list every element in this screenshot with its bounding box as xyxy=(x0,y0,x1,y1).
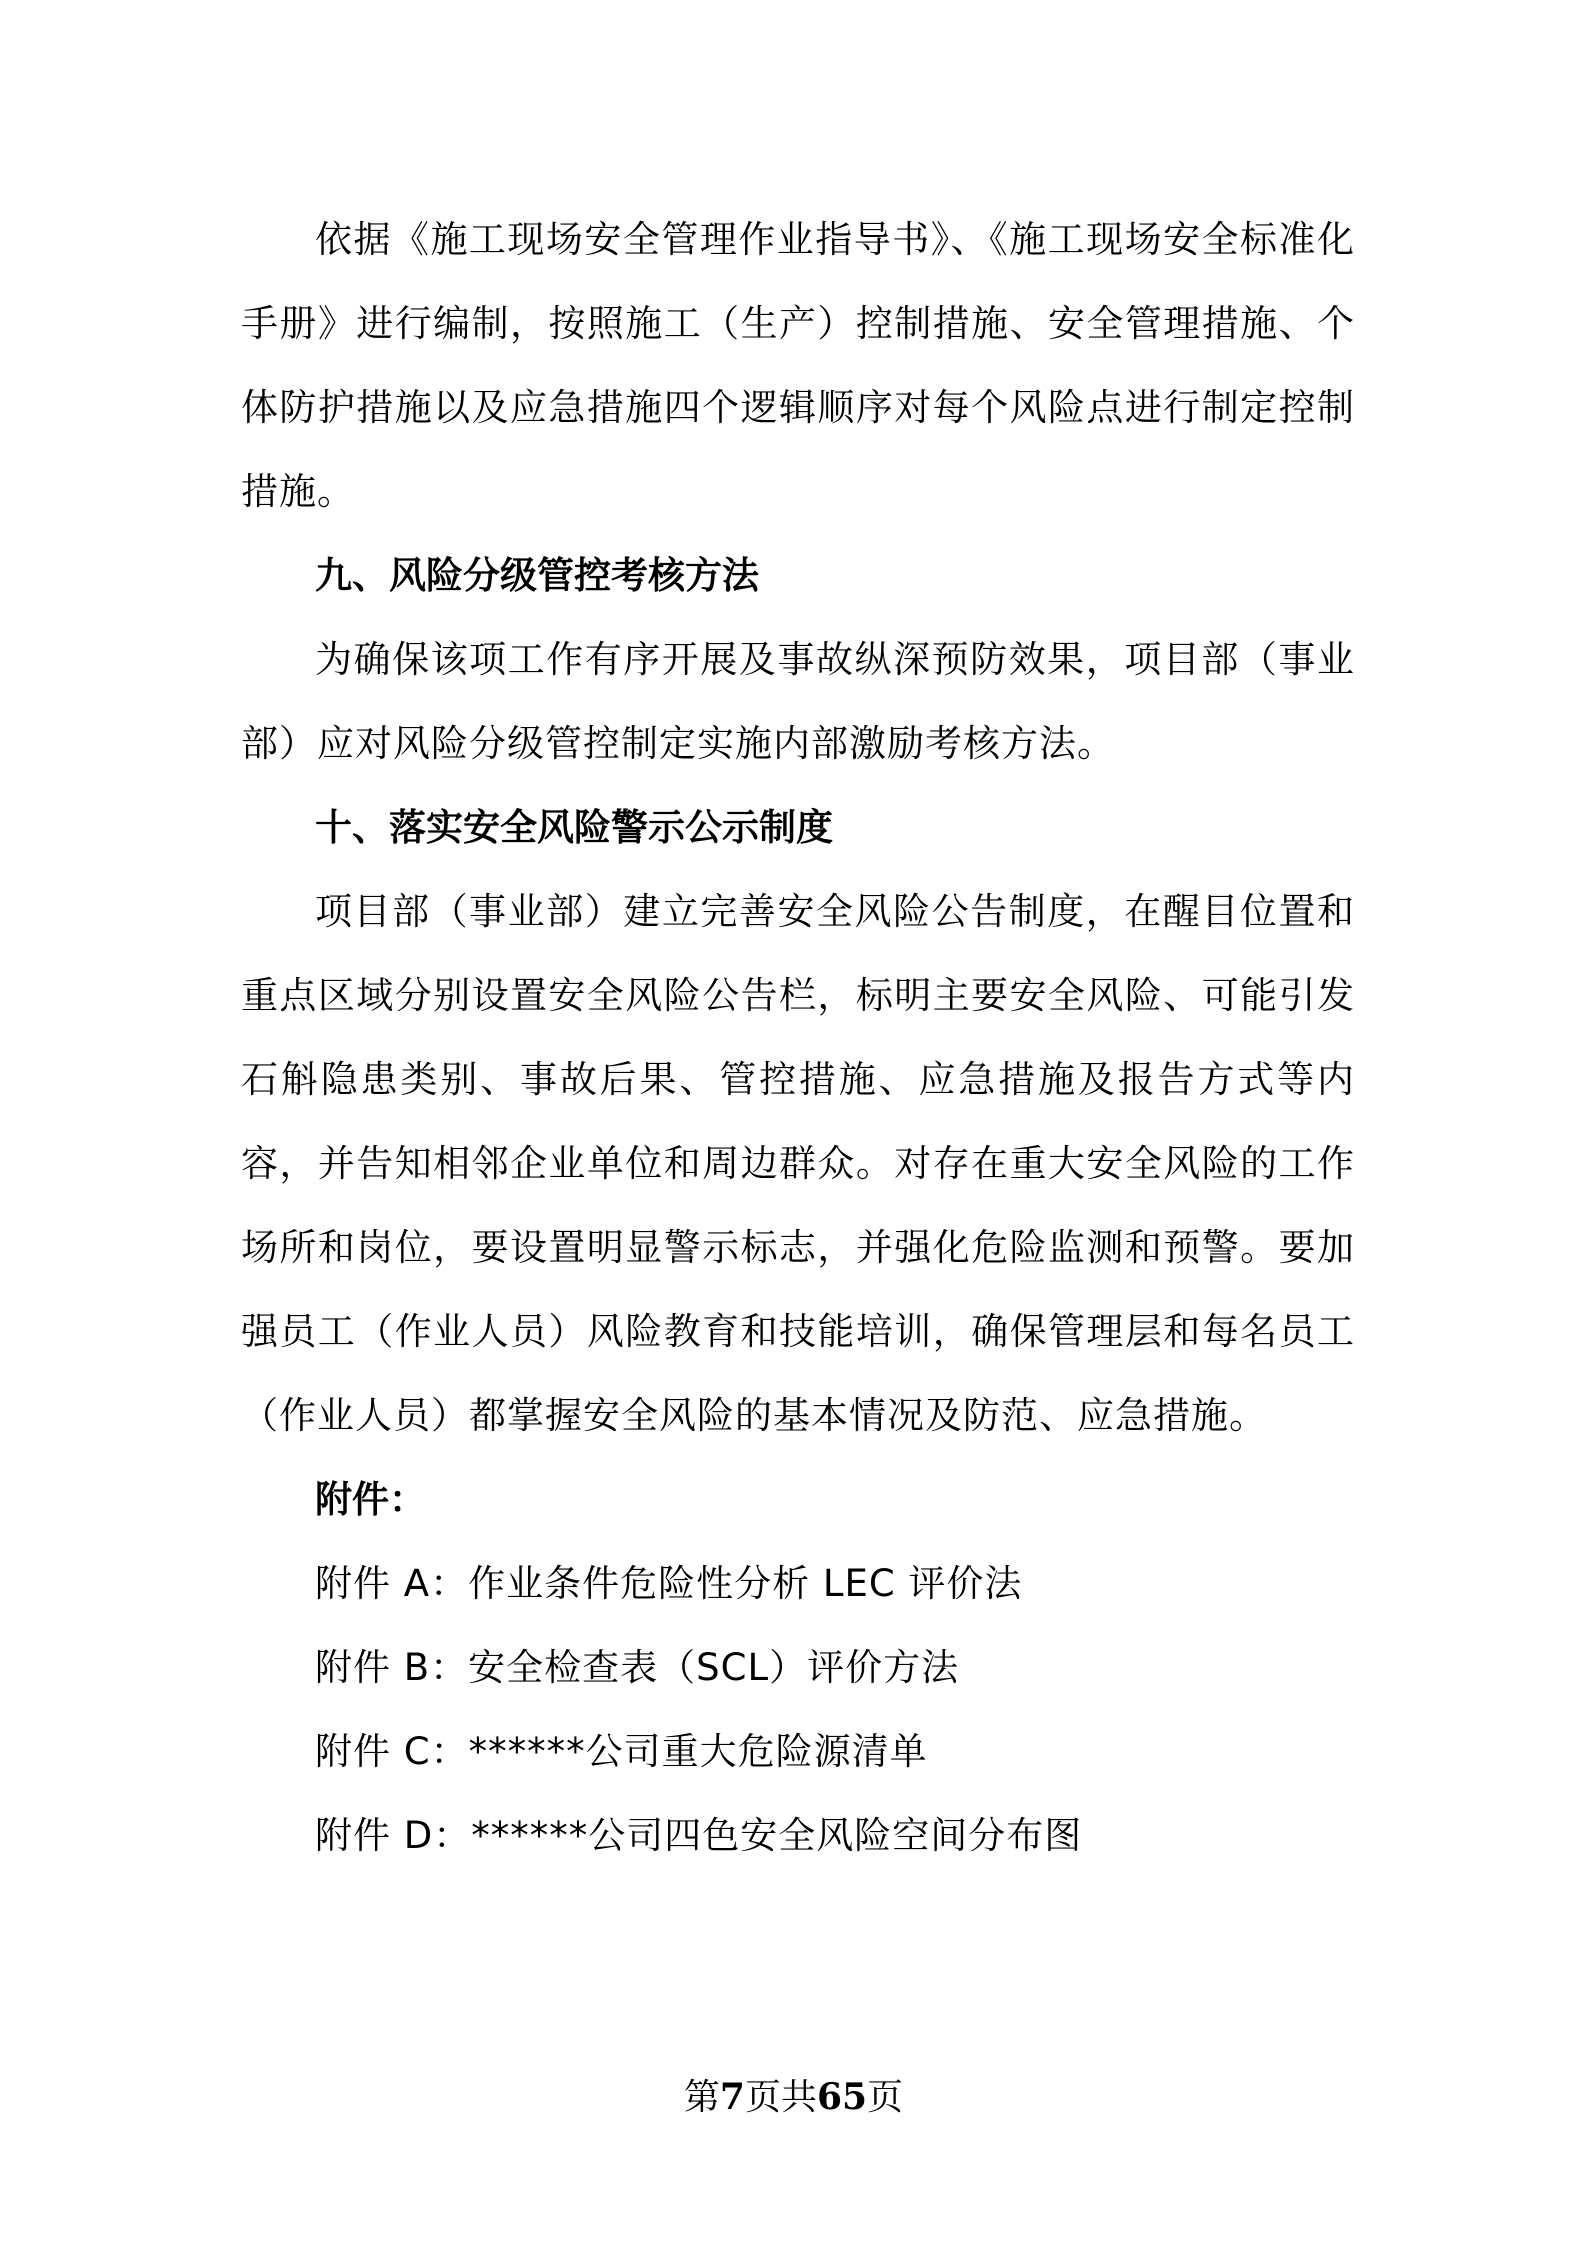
section10-paragraph: 项目部（事业部）建立完善安全风险公告制度，在醒目位置和重点区域分别设置安全风险公告栏，标明主要安全风险、可能引发石斛隐患类别、事故后果、管控措施、应急措施及报告方式等内容，并告知相邻企业单位和周边群众。对存在重大安全风险的工作场所和岗位，要设置明显警示标志，并强化危险监测和预警。要加强员工（作业人员）风险教育和技能培训，确保管理层和每名员工（作业人员）都掌握安全风险的基本情况及防范、应急措施。 xyxy=(241,890,1355,1437)
footer-middle: 页共 xyxy=(744,2077,817,2118)
section8-paragraph: 依据《施工现场安全管理作业指导书》、《施工现场安全标准化手册》进行编制，按照施工（生产）控制措施、安全管理措施、个体防护措施以及应急措施四个逻辑顺序对每个风险点进行制定控制措施。 xyxy=(241,218,1355,513)
attachment-item-d: 附件 D：******公司四色安全风险空间分布图 xyxy=(315,1814,1083,1857)
attachments-title: 附件： xyxy=(315,1478,426,1521)
attachment-item-a: 附件 A：作业条件危险性分析 LEC 评价法 xyxy=(315,1562,1023,1605)
footer-suffix: 页 xyxy=(867,2077,904,2118)
attachment-item-c: 附件 C：******公司重大危险源清单 xyxy=(315,1730,928,1773)
page-footer xyxy=(0,2072,1587,2123)
current-page-number: 7 xyxy=(719,2076,745,2118)
footer-prefix: 第 xyxy=(683,2077,720,2118)
section10-heading: 十、落实安全风险警示公示制度 xyxy=(315,806,833,849)
section9-heading: 九、风险分级管控考核方法 xyxy=(315,554,759,597)
total-pages-number: 65 xyxy=(816,2076,868,2118)
page-content xyxy=(241,198,1355,1878)
section9-paragraph: 为确保该项工作有序开展及事故纵深预防效果，项目部（事业部）应对风险分级管控制定实施内部激励考核方法。 xyxy=(241,638,1355,765)
attachment-item-b: 附件 B：安全检查表（SCL）评价方法 xyxy=(315,1646,960,1689)
